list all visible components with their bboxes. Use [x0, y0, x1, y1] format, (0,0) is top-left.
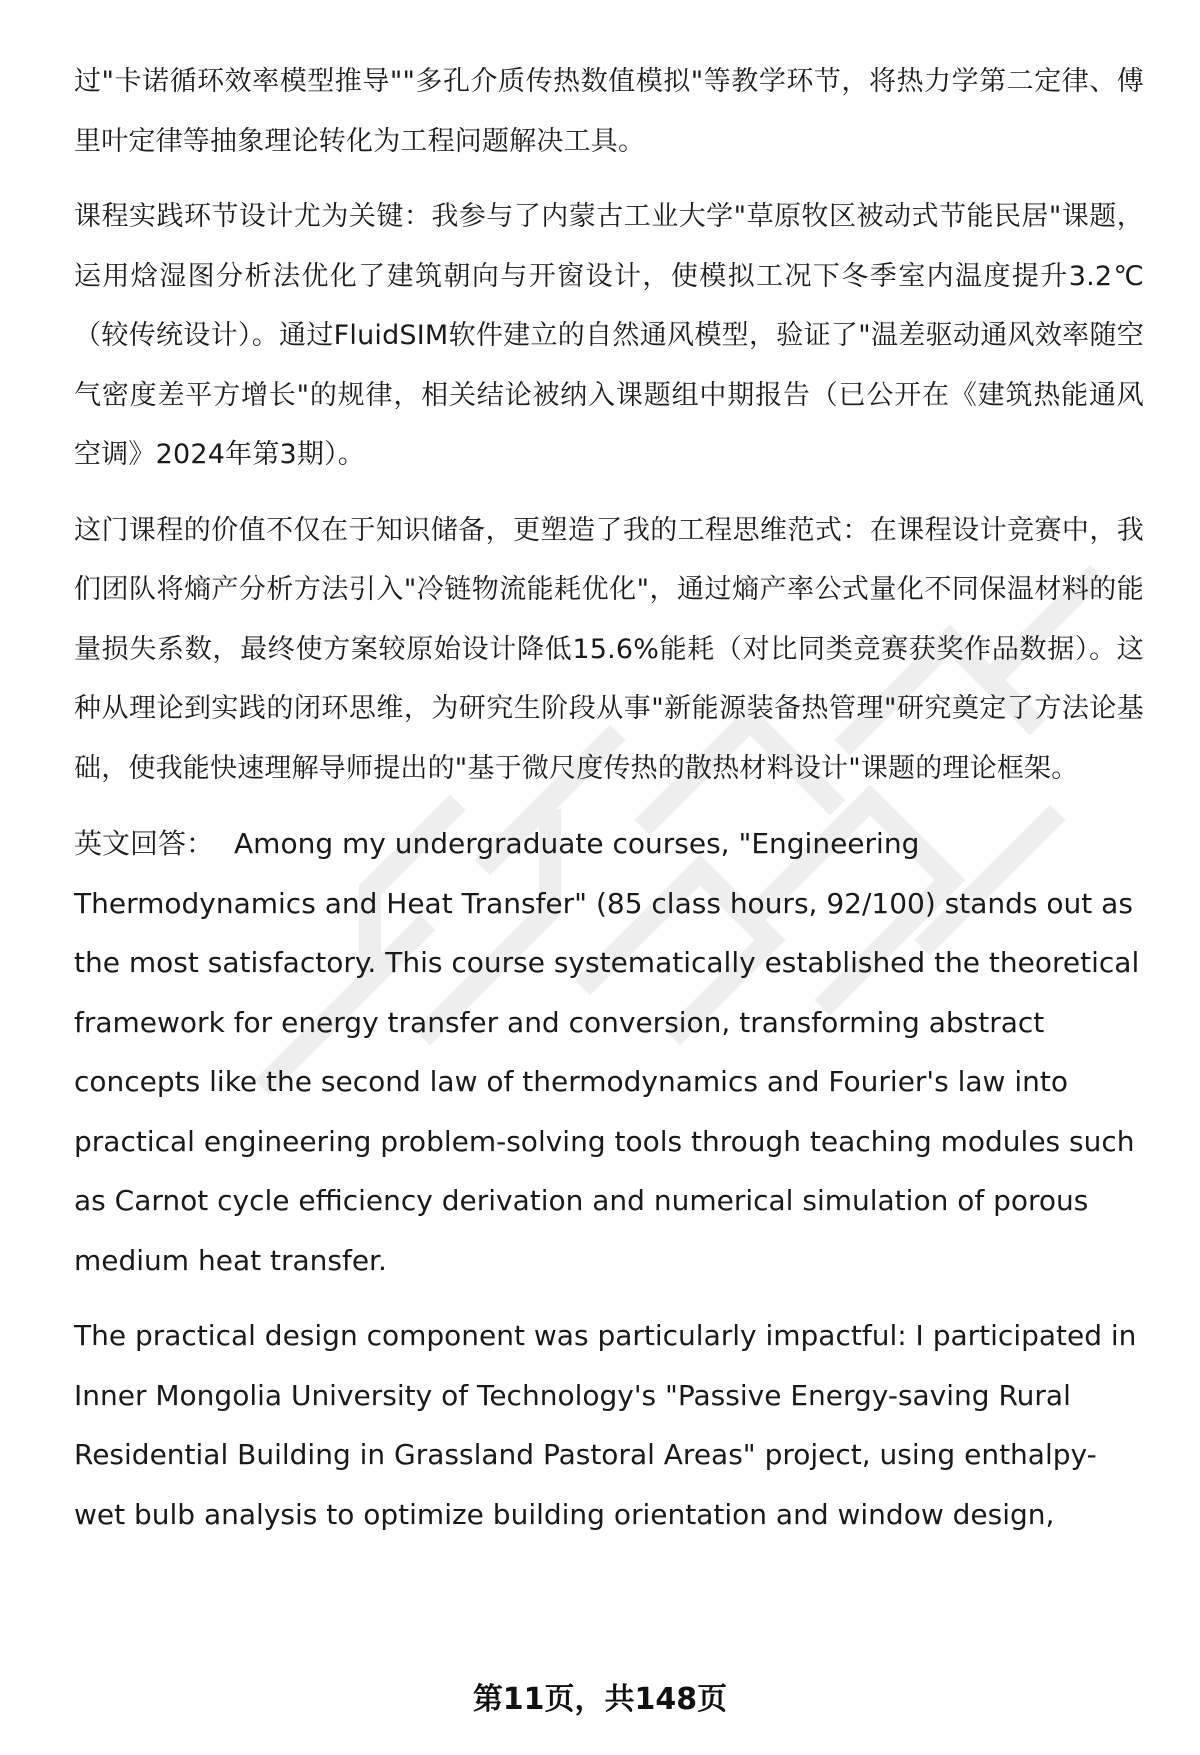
paragraph-5 — [74, 1306, 1144, 1544]
page-number-footer: 第11页，共148页 — [472, 1682, 728, 1717]
paragraph-2 — [74, 187, 1144, 485]
paragraph-4-lead: 英文回答： — [74, 827, 215, 860]
document-body — [74, 52, 1144, 1560]
paragraph-2-text: 课程实践环节设计尤为关键：我参与了内蒙古工业大学"草原牧区被动式节能民居"课题，运用焓湿图分析法优化了建筑朝向与开窗设计，使模拟工况下冬季室内温度提升3.2℃（较传统设计）。通过FluidSIM软件建立的自然通风模型，验证了"温差驱动通风效率随空气密度差平方增长"的规律，相关结论被纳入课题组中期报告（已公开在《建筑热能通风空调》2024年第3期）。 — [74, 201, 1144, 470]
paragraph-4 — [74, 814, 1144, 1290]
paragraph-4-text: Among my undergraduate courses, "Engineering Thermodynamics and Heat Transfer" (85 class hours, 92/100) stands out as the most satisfactory. This course systematically established the theoretical framework for energy transfer and conversion, transforming abstract concepts like the second law of thermodynamics and Fourier's law into practical engineering problem-solving tools through teaching modules such as Carnot cycle efficiency derivation and numerical simulation of porous medium heat transfer. — [74, 827, 1140, 1277]
paragraph-1 — [74, 52, 1144, 171]
paragraph-3-text: 这门课程的价值不仅在于知识储备，更塑造了我的工程思维范式：在课程设计竞赛中，我们团队将熵产分析方法引入"冷链物流能耗优化"，通过熵产率公式量化不同保温材料的能量损失系数，最终使方案较原始设计降低15.6%能耗（对比同类竞赛获奖作品数据）。这种从理论到实践的闭环思维，为研究生阶段从事"新能源装备热管理"研究奠定了方法论基础，使我能快速理解导师提出的"基于微尺度传热的散热材料设计"课题的理论框架。 — [74, 514, 1144, 784]
paragraph-5-text: The practical design component was particularly impactful: I participated in Inner Mongolia University of Technology's "Passive Energy-saving Rural Residential Building in Grassland Pastoral Areas" project, using enthalpy-wet bulb analysis to optimize building orientation and window design, — [74, 1319, 1137, 1531]
paragraph-3 — [74, 501, 1144, 799]
paragraph-1-text: 过"卡诺循环效率模型推导""多孔介质传热数值模拟"等教学环节，将热力学第二定律、傅里叶定律等抽象理论转化为工程问题解决工具。 — [74, 66, 1144, 157]
